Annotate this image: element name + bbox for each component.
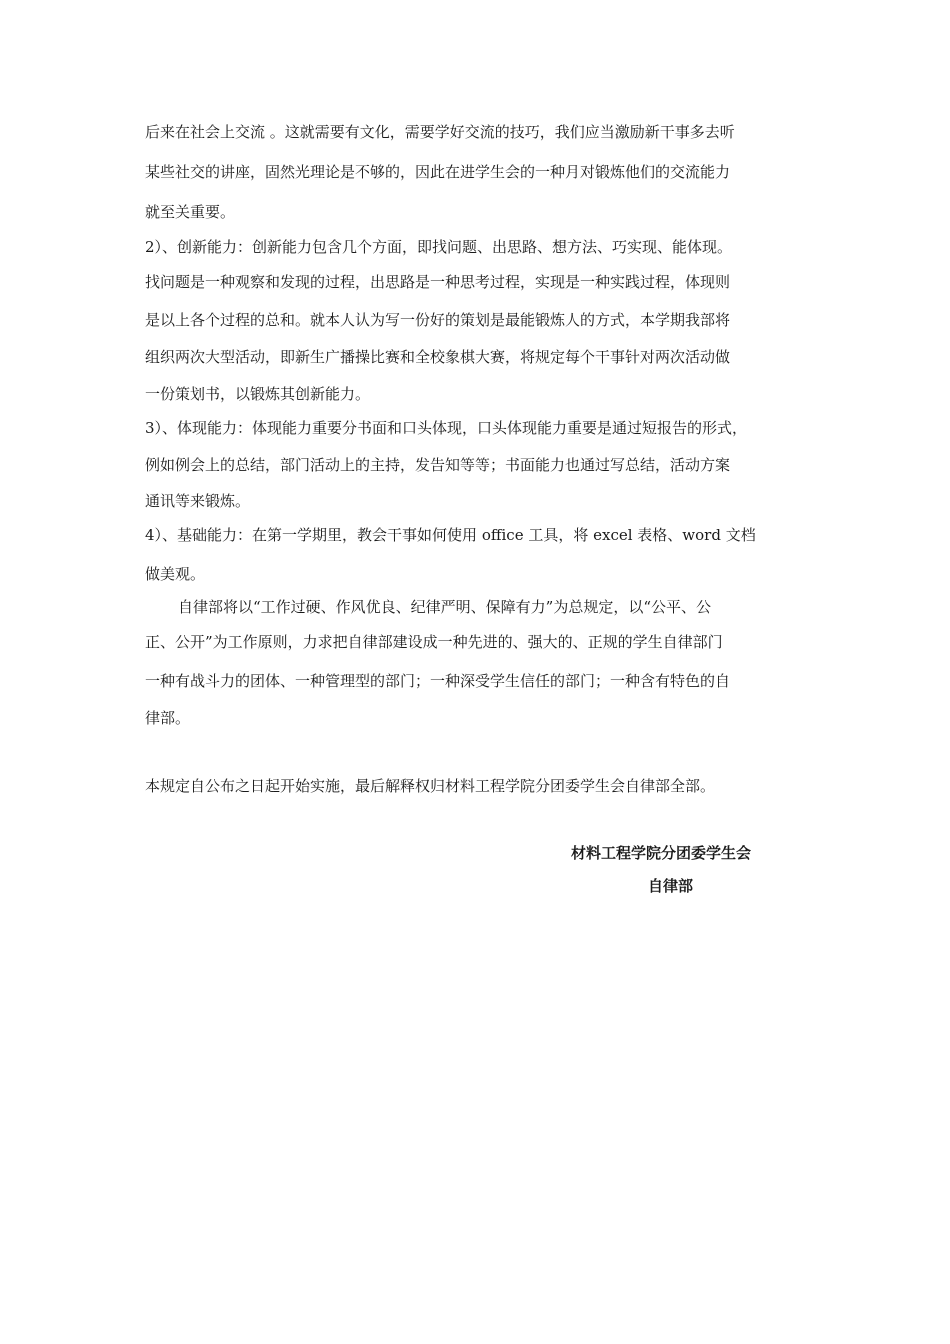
- body-text-line: 后来在社会上交流 。这就需要有文化，需要学好交流的技巧，我们应当激励新干事多去听: [145, 123, 735, 141]
- body-text-line: 一种有战斗力的团体、一种管理型的部门；一种深受学生信任的部门；一种含有特色的自: [145, 672, 731, 690]
- body-text-line: 3）、体现能力：体现能力重要分书面和口头体现，口头体现能力重要是通过短报告的形式，: [145, 419, 748, 437]
- body-text-line: 正、公开”为工作原则，力求把自律部建设成一种先进的、强大的、正规的学生自律部门: [145, 633, 723, 651]
- body-text-line: 是以上各个过程的总和。就本人认为写一份好的策划是最能锻炼人的方式，本学期我部将: [145, 311, 731, 329]
- body-text-line: 组织两次大型活动，即新生广播操比赛和全校象棋大赛，将规定每个干事针对两次活动做: [145, 348, 731, 366]
- body-text-line: 4）、基础能力：在第一学期里，教会干事如何使用 office 工具，将 excel 表格、word 文档: [145, 526, 756, 544]
- body-text-line: 做美观。: [145, 565, 206, 583]
- body-text-line: 通讯等来锻炼。: [145, 492, 251, 510]
- body-text-line: 例如例会上的总结，部门活动上的主持，发告知等等；书面能力也通过写总结，活动方案: [145, 456, 731, 474]
- signature-org: 材料工程学院分团委学生会: [571, 844, 752, 862]
- body-text-line: 就至关重要。: [145, 203, 236, 221]
- body-text-line: 某些社交的讲座，固然光理论是不够的，因此在进学生会的一种月对锻炼他们的交流能力: [145, 163, 731, 181]
- body-text-line: 本规定自公布之日起开始实施，最后解释权归材料工程学院分团委学生会自律部全部。: [145, 777, 716, 795]
- body-text-line: 2）、创新能力：创新能力包含几个方面，即找问题、出思路、想方法、巧实现、能体现。: [145, 238, 733, 256]
- body-text-line: 自律部将以“工作过硬、作风优良、纪律严明、保障有力”为总规定，以“公平、公: [178, 598, 712, 616]
- signature-dept: 自律部: [648, 877, 694, 895]
- body-text-line: 找问题是一种观察和发现的过程，出思路是一种思考过程，实现是一种实践过程，体现则: [145, 273, 731, 291]
- body-text-line: 一份策划书，以锻炼其创新能力。: [145, 385, 371, 403]
- body-text-line: 律部。: [145, 709, 191, 727]
